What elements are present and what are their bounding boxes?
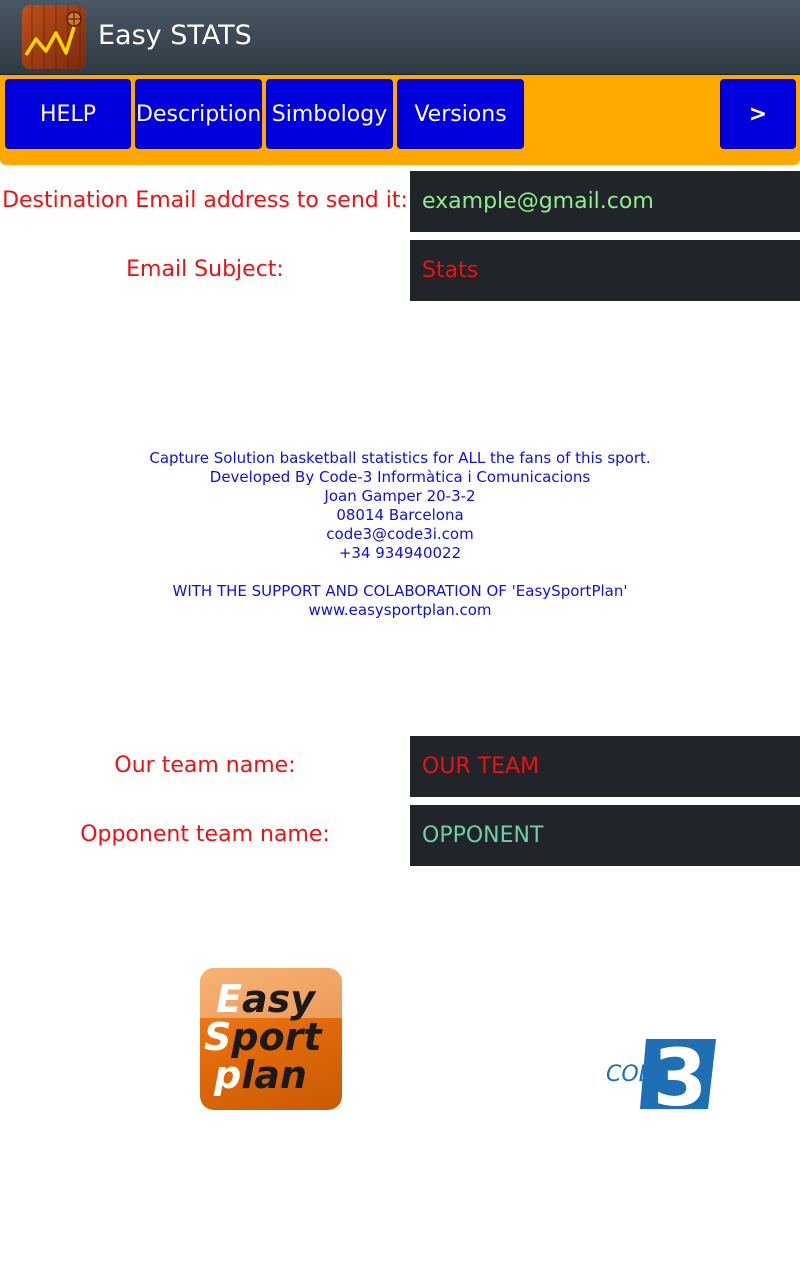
credits-email: code3@code3i.com	[326, 525, 474, 543]
tab-help[interactable]: HELP	[5, 79, 131, 149]
credits-city: 08014 Barcelona	[336, 506, 464, 524]
our-team-label: Our team name:	[114, 753, 296, 778]
credits-phone: +34 934940022	[338, 544, 462, 562]
next-button[interactable]: >	[720, 79, 796, 149]
credits-address: Joan Gamper 20-3-2	[324, 487, 476, 505]
spacer	[0, 563, 800, 582]
logo-word-plan: plan	[214, 1053, 307, 1097]
credits-website: www.easysportplan.com	[308, 601, 492, 619]
our-team-field[interactable]: OUR TEAM	[410, 736, 800, 797]
destination-email-label: Destination Email address to send it:	[2, 188, 408, 213]
opponent-team-field[interactable]: OPPONENT	[410, 805, 800, 866]
logo-word-sport: Sport	[204, 1015, 322, 1059]
credits-line: Capture Solution basketball statistics for ALL the fans of this sport.	[149, 449, 651, 467]
tab-bar	[0, 75, 800, 165]
credits-text	[0, 449, 800, 620]
email-subject-field[interactable]: Stats	[410, 240, 800, 301]
app-title: Easy STATS	[98, 20, 252, 51]
tab-simbology[interactable]: Simbology	[266, 79, 393, 149]
destination-email-field[interactable]: example@gmail.com	[410, 171, 800, 232]
code3-logo[interactable]	[604, 1037, 718, 1111]
svg-text:3: 3	[652, 1037, 708, 1111]
credits-support: WITH THE SUPPORT AND COLABORATION OF 'EasySportPlan'	[172, 582, 628, 600]
easysportplan-logo[interactable]	[200, 968, 342, 1110]
tab-description[interactable]: Description	[135, 79, 262, 149]
email-subject-label: Email Subject:	[126, 257, 284, 282]
logo-word-easy: Easy	[216, 977, 315, 1021]
app-chart-icon	[22, 5, 86, 69]
action-bar	[0, 0, 800, 75]
svg-text:CODE: CODE	[606, 1062, 670, 1087]
tab-versions[interactable]: Versions	[397, 79, 524, 149]
credits-line: Developed By Code-3 Informàtica i Comunicacions	[209, 468, 591, 486]
opponent-team-label: Opponent team name:	[80, 822, 330, 847]
